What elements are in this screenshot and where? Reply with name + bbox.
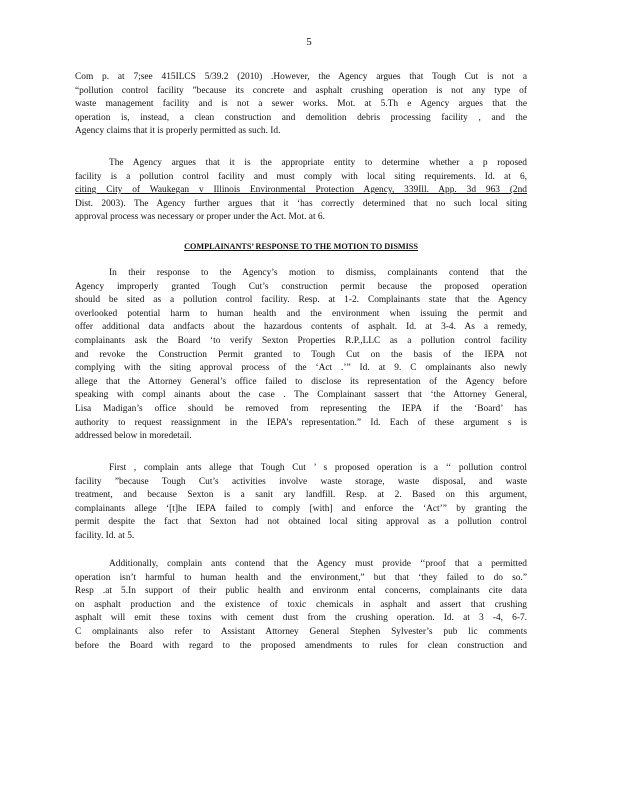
text-line: offer additional data andfacts about the hazardous contents of asphalt. Id. at 3-4. As a remedy, — [75, 322, 527, 333]
text-line: Agency improperly granted Tough Cut’s construction permit because the proposed operation — [75, 281, 527, 292]
text-line: facility is a pollution control facility and must comply with local siting requirements. Id. at 6, — [75, 171, 527, 182]
paragraph-agency-authority — [75, 157, 527, 225]
text-line: asphalt will emit these toxins with cement dust from the crushing operation. Id. at 3 -4, 6-7. — [75, 613, 527, 624]
text-line: operation isn’t harmful to human health and the environment,” but that ‘they failed to do so.” — [75, 572, 527, 583]
text-line: First , complain ants allege that Tough Cut ’ s proposed operation is a ‘‘ pollution control — [109, 463, 527, 473]
text-line: authority to request reassignment in the IEPA’s representation.” Id. Each of these argument s is — [75, 417, 527, 428]
section-heading: COMPLAINANTS’ RESPONSE TO THE MOTION TO DISMISS — [184, 242, 418, 251]
paragraph-first-argument — [75, 462, 527, 544]
text-line: and revoke the Construction Permit granted to Tough Cut on the basis of the IEPA not — [75, 349, 527, 360]
text-line: facility. Id. at 5. — [75, 530, 135, 541]
text-line: complainants ask the Board ‘to verify Sexton Properties R.P.,LLC as a pollution control facility — [75, 335, 527, 346]
text-line: approval process was necessary or proper under the Act. Mot. at 6. — [75, 212, 325, 223]
text-line: treatment, and because Sexton is a sanit ary landfill. Resp. at 2. Based on this argument, — [75, 490, 527, 501]
text-line: allege that the Attorney General’s office failed to disclose its representation of the Agency before — [75, 376, 527, 387]
text-line: speaking with compl ainants about the case . The Complainant sassert that ‘the Attorney General, — [75, 390, 527, 401]
text-line: waste management facility and is not a sewer works. Mot. at 5.Th e Agency argues that the — [75, 99, 527, 110]
text-line: permit despite the fact that Sexton had not obtained local siting approval as a pollution control — [75, 517, 527, 528]
page-number: 5 — [306, 36, 312, 48]
text-line: Lisa Madigan’s office should be removed from representing the IEPA if the ‘Board’ has — [75, 403, 527, 414]
text-line: Agency claims that it is properly permitted as such. Id. — [75, 126, 281, 137]
text-line: The Agency argues that it is the appropriate entity to determine whether a p roposed — [109, 158, 527, 168]
text-line: operation is, instead, a clean construction and demolition debris processing facility , and the — [75, 112, 527, 123]
paragraph-complainants-response — [75, 267, 527, 444]
text-line: In their response to the Agency’s motion to dismiss, complainants contend that the — [109, 268, 527, 278]
text-line: citing City of Waukegan v Illinois Environmental Protection Agency, 339Ill. App. 3d 963 (2nd — [75, 185, 527, 196]
text-line: addressed below in moredetail. — [75, 431, 192, 442]
text-line: before the Board with regard to the proposed amendments to rules for clean construction and — [75, 640, 527, 651]
text-line: C omplainants also refer to Assistant Attorney General Stephen Sylvester’s pub lic comments — [75, 626, 527, 637]
text-line: facility ”because Tough Cut’s activities involve waste storage, waste disposal, and waste — [75, 476, 527, 487]
text-line: on asphalt production and the existence of toxic chemicals in asphalt and assert that crushing — [75, 599, 527, 610]
paragraph-additional-argument — [75, 558, 527, 653]
text-line: Com p. at 7;see 415ILCS 5/39.2 (2010) .However, the Agency argues that Tough Cut is not a — [75, 72, 527, 82]
text-line: Dist. 2003). The Agency further argues that it ‘has correctly determined that no such local siting — [75, 198, 527, 209]
text-line: should be sited as a pollution control facility. Resp. at 1-2. Complainants state that the Agency — [75, 295, 527, 306]
text-line: complainants allege ‘[t]he IEPA failed to comply [with] and enforce the ‘Act’” by granting the — [75, 503, 527, 514]
text-line: overlooked potential harm to human health and the environment when issuing the permit and — [75, 308, 527, 319]
text-line: “pollution control facility ”because its concrete and asphalt crushing operation is not any type of — [75, 85, 527, 96]
paragraph-agency-argument — [75, 71, 527, 139]
text-line: complying with the siting approval process of the ‘Act .’” Id. at 9. C omplainants also newly — [75, 363, 527, 374]
text-line: Resp .at 5.In support of their public health and environm ental concerns, complainants cite data — [75, 586, 527, 597]
text-line: Additionally, complain ants contend that the Agency must provide ‘‘proof that a permitted — [109, 559, 527, 569]
